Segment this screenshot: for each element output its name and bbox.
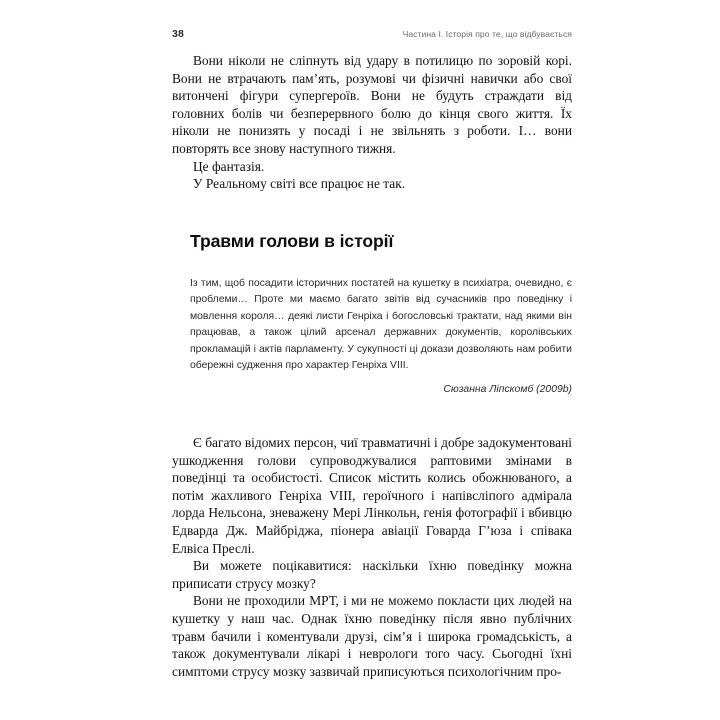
paragraph: Є багато відомих персон, чиї травматичні і добре задокументовані ушкодження голови супроводжувалися раптовими змінами в поведінці та особистості. Список містить колись обожнюваного, а потім жахливого Генріха VIII, героїчного і напівсліпого адмірала лорда Нельсона, зневажену Мері Лінкольн, генія фотографії і вбивцю Едварда Дж. Майбріджа, піонера авіації Говарда Г’юза і співака Елвіса Преслі.: [172, 435, 572, 556]
paragraph: Це фантазія.: [193, 158, 265, 174]
running-head: [172, 28, 572, 40]
epigraph-attribution: Сюзанна Ліпскомб (2009b): [443, 384, 572, 396]
page-number: 38: [172, 28, 185, 40]
epigraph-text: Із тим, щоб посадити історичних постатей на кушетку в психіатра, очевидно, є проблеми… Проте ми маємо багато звітів від сучасників про поведінку і мовлення короля… деякі листи Генріха і богословські трактати, над якими він працював, а також цілий арсенал державних документів, королівських прокламацій і актів парламенту. У сукупності ці докази дозволяють нам робити обережні судження про характер Генріха VIII.: [190, 278, 572, 372]
epigraph-block: [190, 276, 572, 398]
paragraph: Вони не проходили МРТ, і ми не можемо покласти цих людей на кушетку у наш час. Однак їхню поведінку після явно публічних травм бачили і коментували друзі, сім’я і широка громадськість, а також документували лікарі і неврологи того часу. Сьогодні їхні симптоми струсу мозку зазвичай приписуються психологічним про-: [172, 593, 572, 679]
paragraph: У Реальному світі все працює не так.: [193, 176, 406, 192]
paragraph: Ви можете поцікавитися: наскільки їхню поведінку можна приписати струсу мозку?: [172, 558, 572, 591]
paragraph: Вони ніколи не сліпнуть від удару в потилицю по зоровій корі. Вони не втрачають пам’ять, розумові чи фізичні навички або свої витончені фігури супергероїв. Вони не будуть страждати від головних болів чи безперервного болю до кінця свого життя. Їх ніколи не понизять у посаді і не звільнять з роботи. І… вони повторять все знову наступного тижня.: [172, 53, 572, 156]
running-head-title: Частина І. Історія про те, що відбувається: [402, 29, 572, 39]
upper-text-block: [172, 52, 572, 193]
lower-text-block: [172, 434, 572, 680]
section-heading: Травми голови в історії: [190, 231, 394, 251]
